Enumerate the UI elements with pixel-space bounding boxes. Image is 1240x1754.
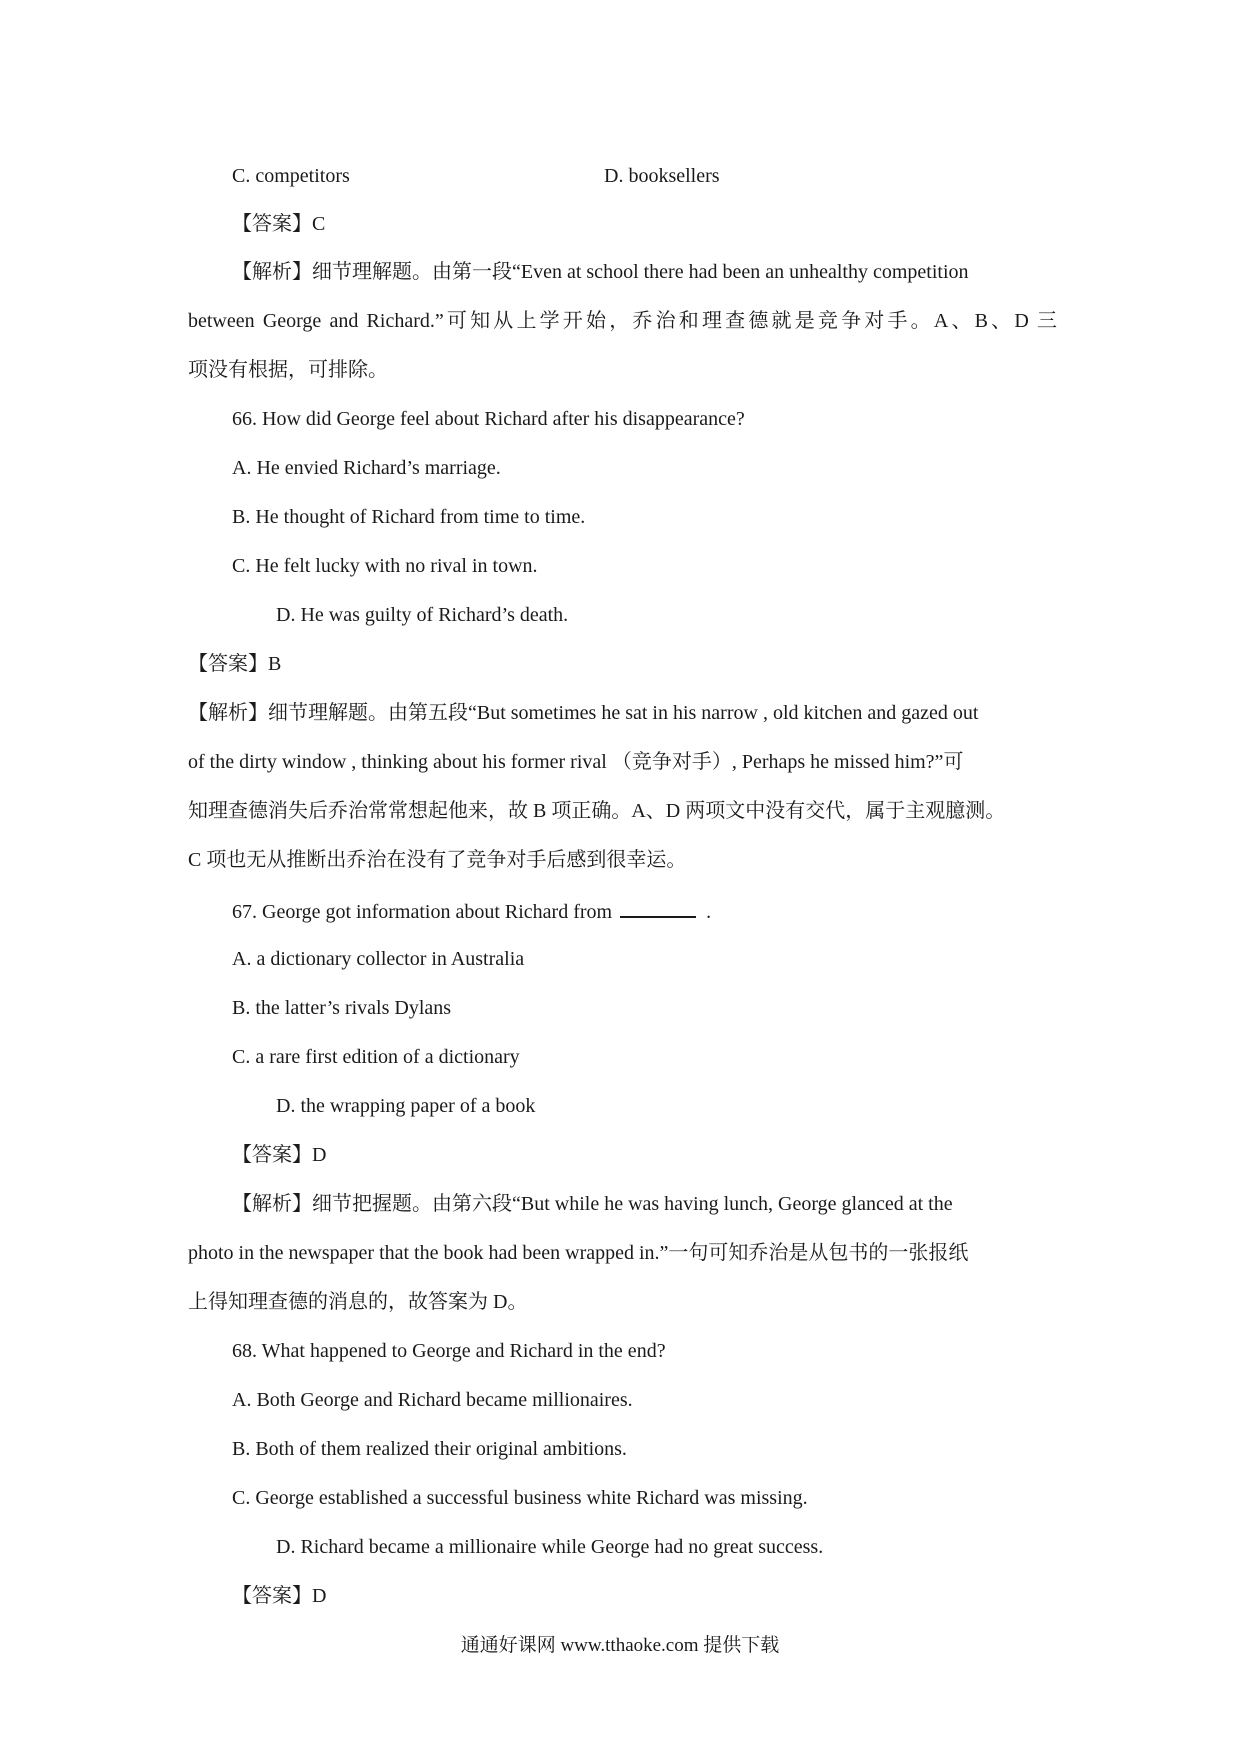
q66-option-d: D. He was guilty of Richard’s death. (276, 604, 569, 626)
q68-answer: 【答案】D (232, 1585, 327, 1607)
q68-stem: 68. What happened to George and Richard in the end? (232, 1340, 666, 1362)
page-footer: 通通好课网 www.tthaoke.com 提供下载 (460, 1635, 780, 1656)
q67-explanation-line-1: 【解析】细节把握题。由第六段“But while he was having lunch, George glanced at the (232, 1193, 953, 1215)
q65-option-d: D. booksellers (604, 165, 720, 187)
q67-stem-end: . (706, 901, 712, 923)
q66-explanation-line-1: 【解析】细节理解题。由第五段“But sometimes he sat in his narrow , old kitchen and gazed out (188, 702, 979, 724)
q66-explanation-line-3: 知理查德消失后乔治常常想起他来，故 B 项正确。A、D 两项文中没有交代，属于主观臆测。 (188, 800, 1006, 822)
q68-option-d: D. Richard became a millionaire while George had no great success. (276, 1536, 824, 1558)
q66-stem: 66. How did George feel about Richard after his disappearance? (232, 408, 745, 430)
q67-stem (232, 896, 711, 926)
q67-option-a: A. a dictionary collector in Australia (232, 948, 525, 970)
q65-explanation-line-2: between George and Richard.”可知从上学开始，乔治和理查德就是竞争对手。A、B、D 三 (188, 310, 1057, 332)
q67-explanation-line-2: photo in the newspaper that the book had been wrapped in.”一句可知乔治是从包书的一张报纸 (188, 1242, 969, 1264)
q65-explanation-line-1: 【解析】细节理解题。由第一段“Even at school there had been an unhealthy competition (232, 261, 969, 283)
q65-option-c: C. competitors (232, 165, 350, 187)
q68-option-c: C. George established a successful business white Richard was missing. (232, 1487, 808, 1509)
q67-option-d: D. the wrapping paper of a book (276, 1095, 536, 1117)
q67-option-b: B. the latter’s rivals Dylans (232, 997, 452, 1019)
q66-option-c: C. He felt lucky with no rival in town. (232, 555, 538, 577)
q66-option-a: A. He envied Richard’s marriage. (232, 457, 501, 479)
q68-option-a: A. Both George and Richard became millionaires. (232, 1389, 633, 1411)
q66-explanation-line-2: of the dirty window , thinking about his former rival （竞争对手）, Perhaps he missed him?”可 (188, 751, 964, 773)
q67-answer: 【答案】D (232, 1144, 327, 1166)
q66-option-b: B. He thought of Richard from time to time. (232, 506, 586, 528)
q67-blank (620, 896, 696, 918)
q65-answer: 【答案】C (232, 213, 326, 235)
q67-stem-text: 67. George got information about Richard from (232, 901, 613, 923)
q66-answer: 【答案】B (188, 653, 282, 675)
q65-explanation-line-3: 项没有根据，可排除。 (188, 359, 388, 381)
q68-option-b: B. Both of them realized their original ambitions. (232, 1438, 627, 1460)
q67-explanation-line-3: 上得知理查德的消息的，故答案为 D。 (188, 1291, 528, 1313)
q67-option-c: C. a rare first edition of a dictionary (232, 1046, 520, 1068)
q66-explanation-line-4: C 项也无从推断出乔治在没有了竞争对手后感到很幸运。 (188, 849, 687, 871)
